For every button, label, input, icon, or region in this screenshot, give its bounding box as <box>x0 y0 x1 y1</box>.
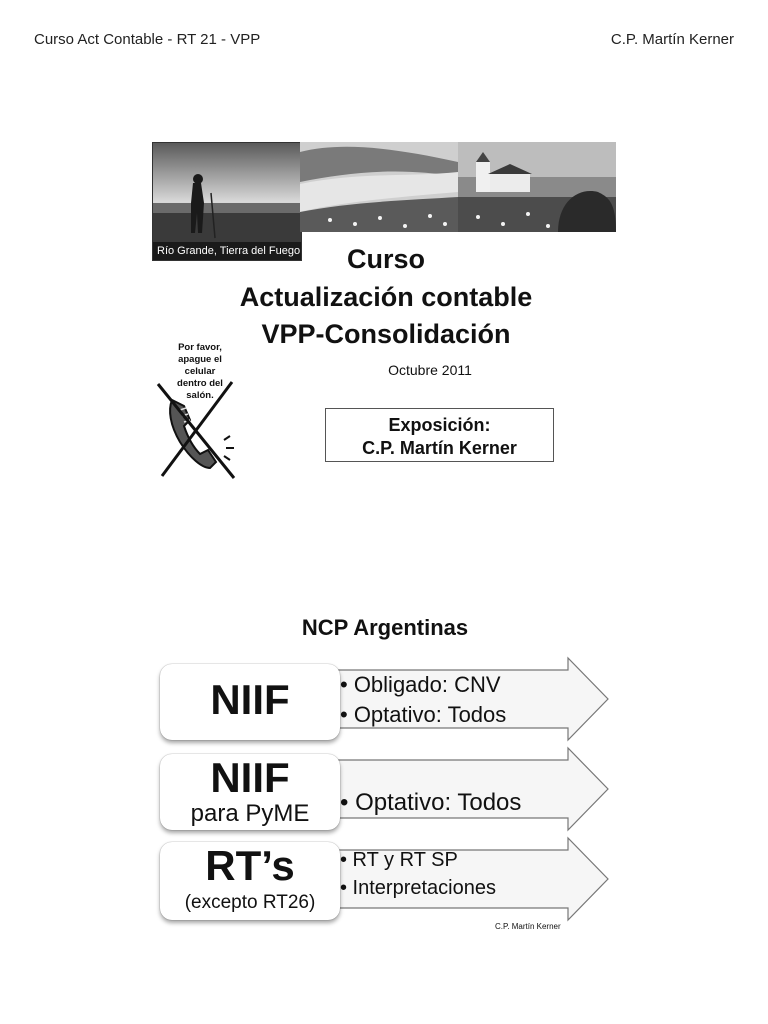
bullet: • Interpretaciones <box>340 877 496 899</box>
slide1-title-line2: Actualización contable <box>239 282 533 312</box>
header-left: Curso Act Contable - RT 21 - VPP <box>34 31 261 48</box>
photo-chapel <box>458 142 616 232</box>
slide1-title-line1: Curso <box>346 244 425 274</box>
photo-caption: Río Grande, Tierra del Fuego <box>153 242 301 260</box>
slide1-date: Octubre 2011 <box>388 362 472 378</box>
bullet: • Optativo: Todos <box>340 702 507 727</box>
row-box-niif-pyme <box>160 754 340 830</box>
bullet: • Optativo: Todos <box>340 789 522 816</box>
slide2-title: NCP Argentinas <box>301 615 469 640</box>
photo-river-coast <box>300 142 458 232</box>
row-sub: para PyME <box>190 800 310 827</box>
row-main: NIIF <box>210 754 290 801</box>
bullet: • RT y RT SP <box>340 849 458 871</box>
row-sub: (excepto RT26) <box>184 892 316 913</box>
arrow-shape-1 <box>330 656 610 742</box>
row-main: NIIF <box>210 676 290 723</box>
row-box-niif <box>160 664 340 740</box>
phone-note: Por favor, apague el celular dentro del salón. <box>177 342 223 401</box>
cross-icon <box>158 382 234 478</box>
exposition-label: Exposición: <box>388 415 491 435</box>
slide2-footer: C.P. Martín Kerner <box>495 922 561 931</box>
row-main: RT’s <box>205 842 295 889</box>
slide1-title-line3: VPP-Consolidación <box>261 319 511 349</box>
exposition-name: C.P. Martín Kerner <box>362 438 517 458</box>
phone-icon <box>150 380 242 482</box>
header-right: C.P. Martín Kerner <box>610 31 734 48</box>
bullet: • Obligado: CNV <box>340 672 501 697</box>
row-box-rts <box>160 842 340 920</box>
exposition-box <box>325 408 554 462</box>
